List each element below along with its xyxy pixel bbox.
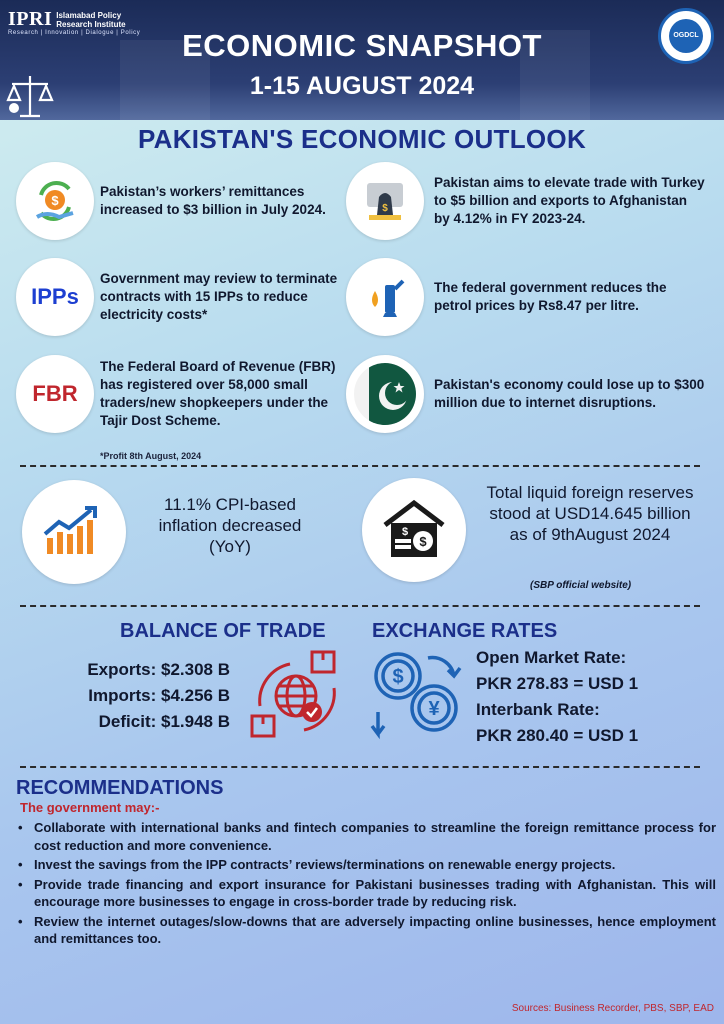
recommendation-item: • Invest the savings from the IPP contracts’ reviews/terminations on renewable energy projects. [18, 856, 716, 874]
pakistan-flag-icon [346, 355, 424, 433]
svg-text:$: $ [401, 526, 409, 538]
date-range: 1-15 AUGUST 2024 [249, 72, 475, 100]
sources-note: Sources: Business Recorder, PBS, SBP, EAD [511, 1003, 714, 1014]
section-divider [20, 465, 700, 467]
svg-text:¥: ¥ [428, 698, 440, 720]
outlook-text: The Federal Board of Revenue (FBR) has registered over 58,000 small traders/new shopkeepers under the Tajir Dost Scheme. [100, 359, 336, 428]
currency-exchange-icon [368, 648, 468, 744]
svg-text:$: $ [392, 666, 404, 688]
outlook-text: The federal government reduces the petrol prices by Rs8.47 per litre. [434, 280, 667, 313]
reserves-text: Total liquid foreign reserves stood at USD14.645 billion as of 9thAugust 2024 [486, 483, 694, 544]
fbr-icon [16, 355, 94, 433]
institute-name [56, 11, 125, 29]
institute-tagline: Research | Innovation | Dialogue | Policy [8, 30, 141, 36]
fbr-icon-label: FBR [32, 381, 78, 406]
institute-name-line2: Research Institute [56, 20, 126, 29]
recommendation-item: • Collaborate with international banks and fintech companies to streamline the foreign remittance process for cost reduction and more convenience. [18, 819, 716, 854]
global-trade-icon [246, 648, 350, 744]
inflation-text: 11.1% CPI-based inflation decreased (YoY) [158, 495, 302, 556]
section-divider [20, 766, 700, 768]
ipps-icon-label: IPPs [31, 284, 79, 309]
recommendation-item: • Review the internet outages/slow-downs that are adversely impacting online businesses, hence employment and remittances too. [18, 913, 716, 948]
seal-text: OGDCL [669, 19, 703, 53]
reserves-house-icon [362, 478, 466, 582]
outlook-text: Pakistan aims to elevate trade with Turkey to $5 billion and exports to Afghanistan by 4.12% in FY 2023-24. [434, 175, 705, 226]
recommendation-item: • Provide trade financing and export insurance for Pakistani businesses trading with Afghanistan. This will encourage more businesses to engage in cross-border trade by reducing risk. [18, 876, 716, 911]
footnote: *Profit 8th August, 2024 [100, 451, 202, 461]
open-market-label: Open Market Rate: [476, 648, 627, 667]
outlook-item-internet [346, 355, 706, 433]
remittance-icon [16, 162, 94, 240]
trade-money-icon [346, 162, 424, 240]
fuel-pump-icon [346, 258, 424, 336]
institute-name-line1: Islamabad Policy [56, 11, 122, 20]
outlook-item-petrol [346, 258, 706, 336]
outlook-item-fbr [16, 355, 346, 433]
logo-text: IPRI [8, 8, 53, 30]
interbank-label: Interbank Rate: [476, 700, 600, 719]
reserves-source: (SBP official website) [530, 580, 632, 591]
outlook-item-trade [346, 162, 706, 240]
svg-text:$: $ [51, 193, 59, 208]
section-divider [20, 605, 700, 607]
exports-value: Exports: $2.308 B [87, 660, 230, 679]
ipps-icon [16, 258, 94, 336]
outlook-item-ipps [16, 258, 346, 336]
balance-of-trade-title: BALANCE OF TRADE [120, 620, 326, 642]
outlook-item-remittances [16, 162, 346, 240]
recommendations-list [18, 819, 716, 950]
outlook-text: Pakistan’s workers’ remittances increased to $3 billion in July 2024. [100, 184, 326, 217]
open-market-value: PKR 278.83 = USD 1 [476, 674, 639, 693]
recommendations-intro: The government may:- [20, 800, 160, 815]
imports-value: Imports: $4.256 B [88, 686, 230, 705]
outlook-text: Pakistan's economy could lose up to $300 million due to internet disruptions. [434, 377, 705, 410]
outlook-title: PAKISTAN'S ECONOMIC OUTLOOK [137, 124, 587, 154]
interbank-value: PKR 280.40 = USD 1 [476, 726, 639, 745]
svg-text:$: $ [419, 534, 427, 549]
svg-text:$: $ [382, 203, 388, 214]
recommendations-title: RECOMMENDATIONS [16, 777, 224, 799]
deficit-value: Deficit: $1.948 B [98, 712, 230, 731]
inflation-chart-icon [22, 480, 126, 584]
exchange-rates-title: EXCHANGE RATES [372, 620, 558, 642]
page-title: ECONOMIC SNAPSHOT [182, 28, 542, 63]
outlook-text: Government may review to terminate contracts with 15 IPPs to reduce electricity costs* [100, 271, 338, 322]
header-banner [0, 0, 724, 120]
